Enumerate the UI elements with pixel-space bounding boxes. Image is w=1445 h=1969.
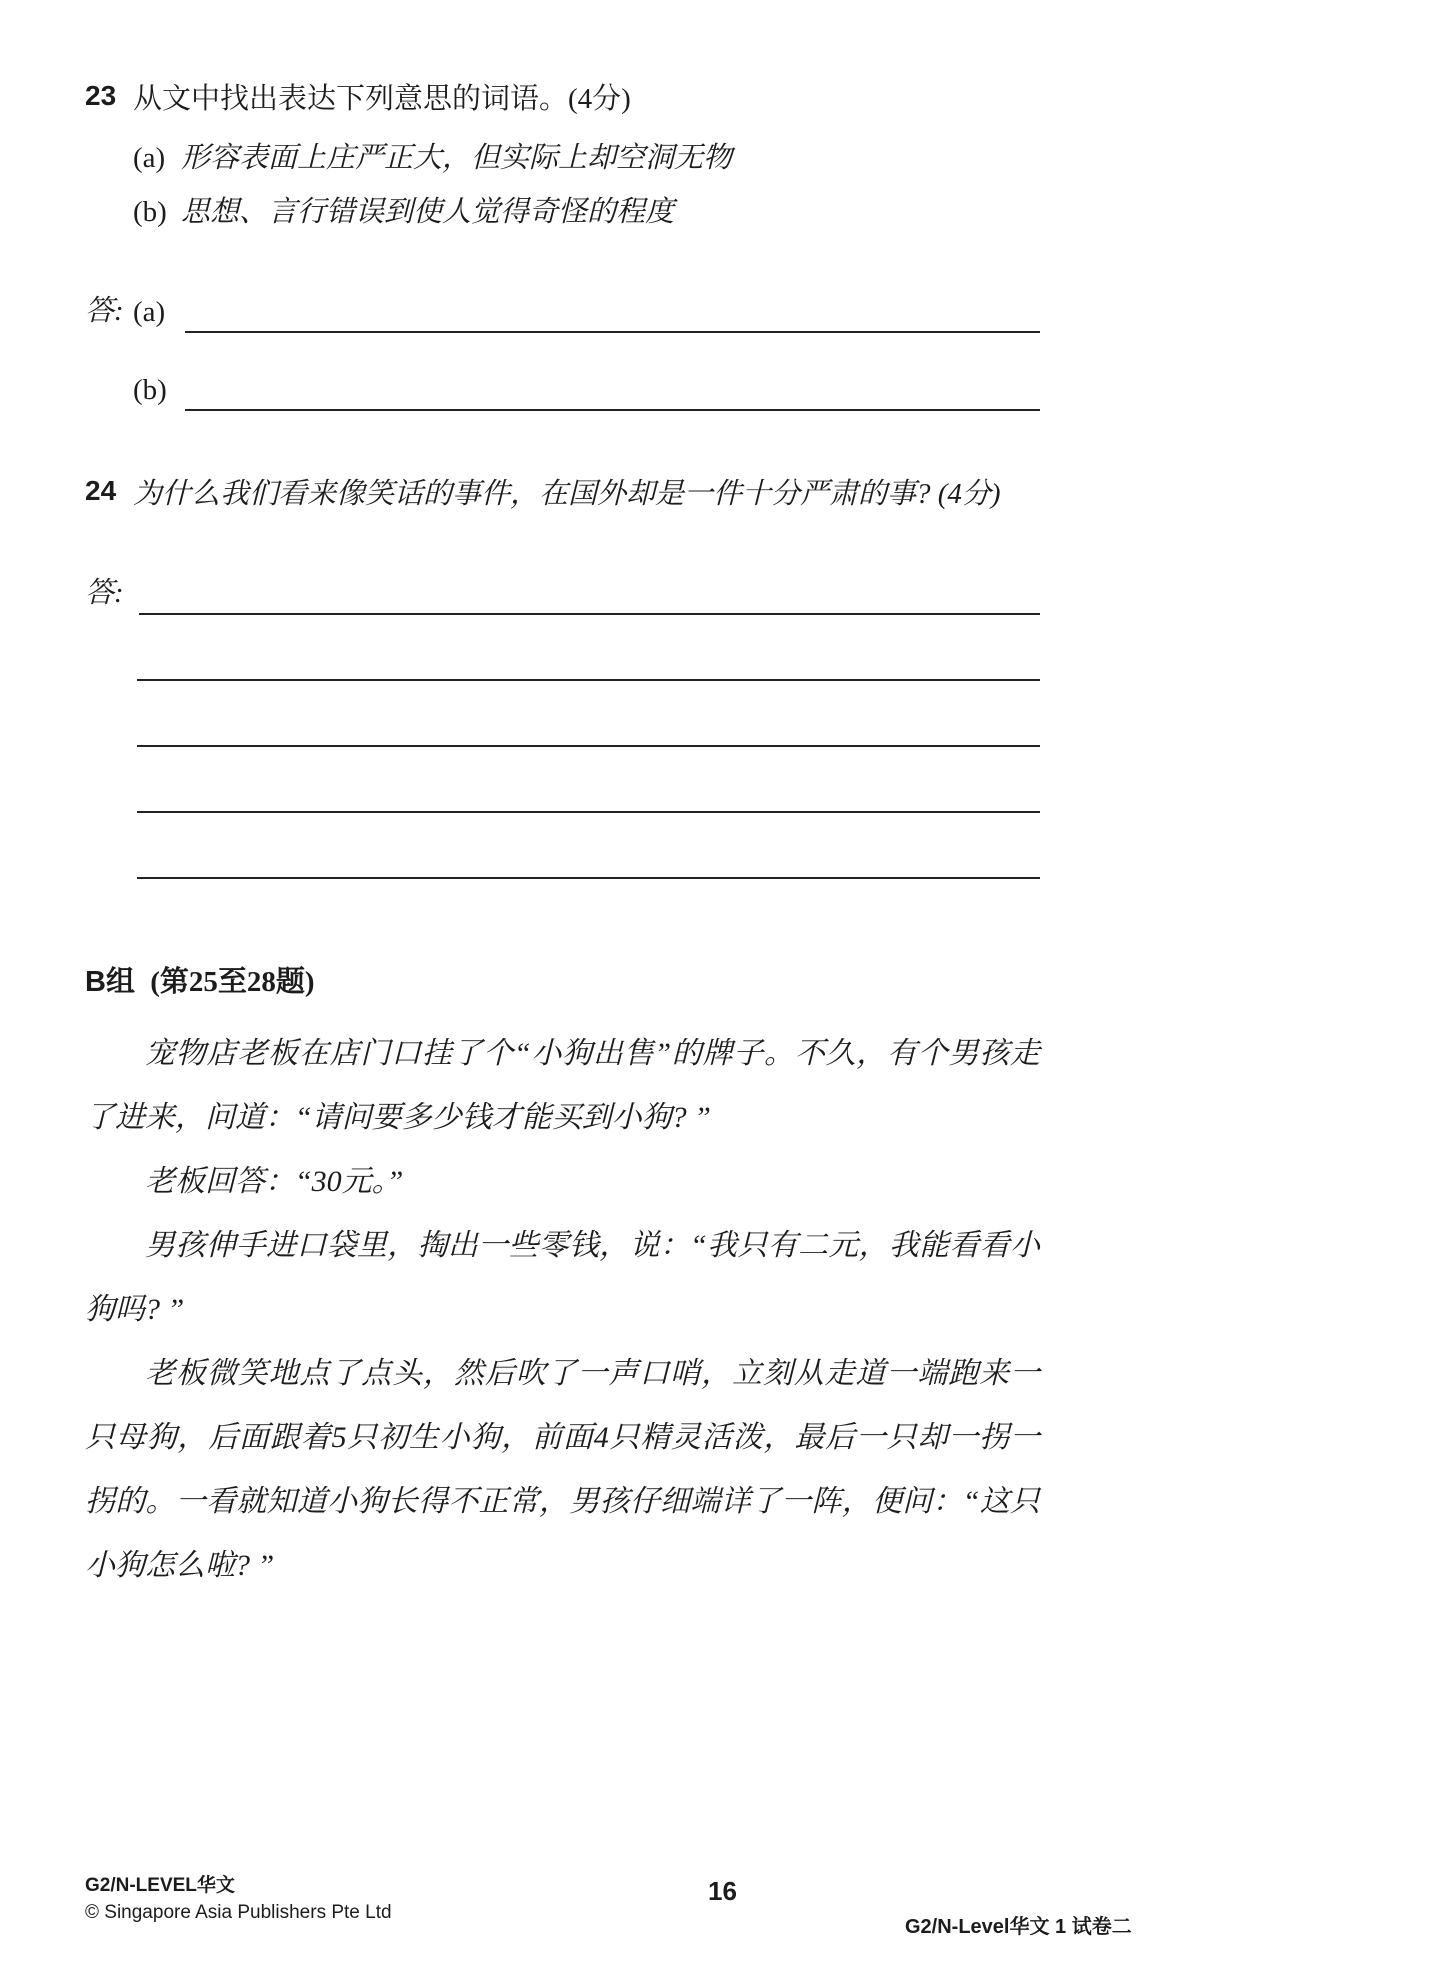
item-b-text: 思想、言行错误到使人觉得奇怪的程度: [181, 196, 675, 229]
page-number: 16: [708, 1876, 737, 1906]
section-b-header: [85, 959, 1040, 1000]
section-b-range: (第25至28题): [150, 965, 315, 998]
question-24: [85, 473, 1040, 879]
answer-line: [137, 813, 1040, 879]
question-23-number: 23: [85, 80, 117, 111]
answer-line-b: [185, 359, 1040, 411]
section-b: [85, 959, 1040, 1598]
passage-paragraph: 男孩伸手进口袋里，掏出一些零钱，说：“我只有二元，我能看看小狗吗? ”: [85, 1228, 1040, 1326]
question-23-item-b: [133, 190, 1040, 235]
page-content: [85, 78, 1040, 1598]
question-23-item-a: [133, 136, 1040, 181]
footer-series: G2/N-LEVEL华文: [85, 1874, 235, 1896]
answer-a-label: (a): [133, 296, 166, 329]
answer-line: [137, 747, 1040, 813]
footer-booklet: G2/N-Level华文 1 试卷二: [905, 1916, 1132, 1938]
passage-paragraph: 老板回答：“30元。”: [145, 1164, 404, 1198]
answer-b-label: (b): [133, 374, 167, 407]
question-24-number: 24: [85, 475, 117, 507]
passage-paragraph: 宠物店老板在店门口挂了个“小狗出售”的牌子。不久，有个男孩走了进来，问道：“请问要多少钱才能买到小狗? ”: [85, 1036, 1040, 1134]
footer-copyright: © Singapore Asia Publishers Pte Ltd: [85, 1902, 392, 1924]
answer-prefix: 答:: [85, 576, 124, 609]
question-24-prompt-row: [85, 473, 1040, 517]
question-24-blank-lines: [85, 615, 1040, 879]
answer-row-b: [133, 359, 1040, 411]
question-23: [85, 78, 1040, 411]
section-b-passage: [85, 1022, 1040, 1598]
answer-prefix: 答:: [85, 295, 124, 328]
item-b-label: (b): [133, 196, 167, 229]
question-23-answers: [85, 281, 1040, 411]
answer-line: [139, 563, 1040, 615]
item-a-label: (a): [133, 141, 166, 174]
answer-line: [137, 681, 1040, 747]
section-b-title: B组: [85, 965, 135, 998]
question-23-prompt-row: [85, 78, 1040, 122]
question-23-prompt: 从文中找出表达下列意思的词语。(4分): [133, 83, 631, 115]
item-a-text: 形容表面上庄严正大，但实际上却空洞无物: [181, 141, 733, 174]
passage-paragraph: 老板微笑地点了点头，然后吹了一声口哨，立刻从走道一端跑来一只母狗，后面跟着5只初生小狗，前面4只精灵活泼，最后一只却一拐一拐的。一看就知道小狗长得不正常，男孩仔细端详了一阵，便问：“这只小狗怎么啦? ”: [85, 1356, 1040, 1582]
answer-row-a: [85, 281, 1040, 333]
question-24-answer-row: [85, 563, 1040, 615]
question-24-prompt: 为什么我们看来像笑话的事件，在国外却是一件十分严肃的事? (4分): [133, 478, 1001, 511]
answer-line: [137, 615, 1040, 681]
answer-line-a: [185, 281, 1040, 333]
